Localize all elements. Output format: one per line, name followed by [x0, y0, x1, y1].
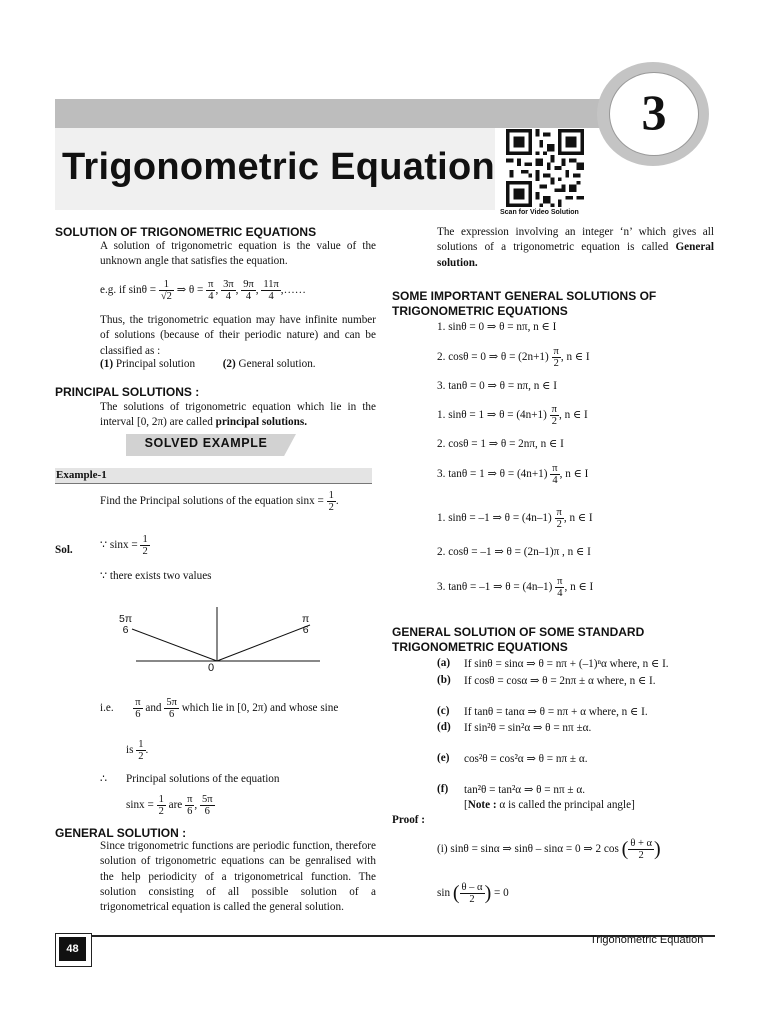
std-label: (a) [437, 657, 451, 669]
therefore-text: Principal solutions of the equation [126, 773, 280, 785]
intro-term: General solution. [437, 241, 714, 269]
solution-label: Sol. [55, 544, 73, 556]
gs-tail: , n ∈ I [563, 512, 593, 525]
fraction: $\frac{1}{2}$ [158, 794, 164, 817]
fraction: $\frac{1}{2}$ [328, 490, 334, 513]
general-solution-definition [437, 225, 714, 271]
final-answer: sinx = $\frac{1}{2}$ are $\frac{\pi}{6}$ , $\frac{5\pi}{6}$ [126, 794, 213, 817]
general-solution-para: Since trigonometric functions are periodic function, therefore solution of trigonometric equations can be genralised with the help periodicity of a trigonometrical function. The solution consisting of all possible solution of a trigonometrical equation is called the general solution. [100, 840, 376, 914]
eg-tail: ,…… [280, 284, 306, 297]
ray-pi-6 [217, 625, 310, 661]
general-solution-3: 3. tanθ = 0 ⇒ θ = nπ, n ∈ I [437, 380, 557, 392]
fraction: $\frac{5\pi}{6}$ [201, 794, 213, 817]
standard-text-c: If tanθ = tanα ⇒ θ = nπ + α where, n ∈ I. [464, 706, 648, 718]
title-band [55, 99, 645, 128]
fraction: $\frac{\pi}{2}$ [551, 404, 557, 427]
standard-text-b: If cosθ = cosα ⇒ θ = 2nπ ± α where, n ∈ I. [464, 675, 656, 687]
general-solution-1: 1. sinθ = 0 ⇒ θ = nπ, n ∈ I [437, 321, 557, 333]
standard-text-f: tan²θ = tan²α ⇒ θ = nπ ± α. [464, 784, 586, 796]
final-are: are [168, 799, 183, 812]
fraction: $\frac{9\pi}{4}$ [243, 279, 254, 302]
qr-caption: Scan for Video Solution [500, 209, 579, 216]
proof-text: (i) sinθ = sinα ⇒ sinθ – sinα = 0 ⇒ 2 cos [437, 843, 619, 856]
ie-is: is [126, 744, 134, 757]
solution-definition: A solution of trigonometric equation is the value of the unknown angle that satisfies the equation. [100, 240, 376, 268]
example-label: Example-1 [56, 469, 107, 481]
standard-item-c [437, 705, 449, 717]
class-2-number: (2) [222, 358, 236, 370]
section-heading-important: SOME IMPORTANT GENERAL SOLUTIONS OF TRIGONOMETRIC EQUATIONS [392, 289, 657, 318]
gs-tail: , n ∈ I [564, 581, 594, 594]
principal-text: The solutions of trigonometric equation which lie in the interval [0, 2π) are called [100, 401, 376, 429]
gs-tail: , n ∈ I [558, 409, 588, 422]
general-solution-2 [437, 346, 590, 369]
final-prefix: sinx = [126, 799, 154, 812]
fraction: $\frac{\pi}{4}$ [557, 576, 563, 599]
gs-text: 2. cosθ = 0 ⇒ θ = (2n+1) [437, 351, 549, 364]
std-label: (d) [437, 721, 451, 733]
graph-origin: 0 [208, 662, 215, 674]
example-question: Find the Principal solutions of the equation sinx = $\frac{1}{2}$ . [100, 490, 339, 513]
std-label: (e) [437, 752, 450, 764]
fraction: $\frac{\theta - \alpha}{2}$ [461, 882, 483, 905]
fraction: $\frac{\theta + \alpha}{2}$ [630, 838, 653, 861]
proof-line-1: (i) sinθ = sinα ⇒ sinθ – sinα = 0 ⇒ 2 cos ( $\frac{\theta + \alpha}{2}$ ) [437, 838, 661, 861]
qr-code[interactable] [503, 129, 587, 207]
general-solution-4 [437, 404, 588, 427]
general-solution-8: 2. cosθ = –1 ⇒ θ = (2n–1)π , n ∈ I [437, 546, 591, 558]
ie-tail: which lie in [0, 2π) and whose sine [181, 702, 339, 715]
std-label: (b) [437, 674, 451, 686]
gs-text: 3. tanθ = 1 ⇒ θ = (4n+1) [437, 468, 548, 481]
general-solution-7 [437, 507, 593, 530]
solution-line-2: ∵ there exists two values [100, 570, 212, 582]
example-equation: e.g. if sinθ = $\frac{1}{√2}$ ⇒ θ = $\frac{\pi}{4}$ , $\frac{3\pi}{4}$ , $\frac{9\pi}{4}$ , $\frac{11\pi}{4}$ ,…… [100, 279, 306, 302]
section-heading-solution: SOLUTION OF TRIGONOMETRIC EQUATIONS [55, 225, 317, 239]
principal-angle-note [464, 799, 635, 811]
standard-item-f [437, 783, 448, 795]
std-label: (f) [437, 783, 449, 795]
eg-arrow: ⇒ θ = [176, 284, 204, 297]
graph-label-pi-6: π 6 [302, 613, 310, 636]
solution-line-1 [100, 534, 150, 557]
section-heading-standard: GENERAL SOLUTION OF SOME STANDARD TRIGONOMETRIC EQUATIONS [392, 625, 645, 654]
classification-para: Thus, the trigonometric equation may have infinite number of solutions (because of their periodic nature) and can be classified as : [100, 314, 376, 357]
gs-text: 3. tanθ = –1 ⇒ θ = (4n–1) [437, 581, 553, 594]
std-label: (c) [437, 705, 450, 717]
note-label: Note : [467, 799, 500, 811]
chapter-title: Trigonometric Equation [62, 146, 496, 188]
standard-text-e: cos²θ = cos²α ⇒ θ = nπ ± α. [464, 753, 588, 765]
standard-item-e [437, 752, 449, 764]
fraction: $\frac{\pi}{2}$ [556, 507, 562, 530]
fraction: $\frac{3\pi}{4}$ [223, 279, 234, 302]
solved-example-label: SOLVED EXAMPLE [144, 436, 268, 450]
page-number: 48 [59, 937, 86, 961]
note-bracket: [ [464, 799, 468, 811]
general-solution-6 [437, 463, 588, 486]
proof-line-2: sin ( $\frac{\theta - \alpha}{2}$ ) = 0 [437, 882, 509, 905]
therefore-symbol: ∴ [100, 773, 108, 785]
section-heading-general: GENERAL SOLUTION : [55, 826, 187, 840]
ray-5pi-6 [132, 629, 217, 661]
class-2-text: General solution. [238, 358, 316, 370]
fraction: $\frac{\pi}{6}$ [187, 794, 193, 817]
fraction: $\frac{1}{2}$ [142, 534, 148, 557]
fraction: $\frac{\pi}{2}$ [553, 346, 559, 369]
question-text: Find the Principal solutions of the equation sinx = [100, 495, 324, 508]
chapter-number: 3 [609, 72, 699, 156]
graph-label-5pi-6: 5π 6 [119, 613, 133, 636]
fraction: $\frac{\pi}{4}$ [552, 463, 558, 486]
sol-line-text: ∵ sinx = [100, 539, 138, 552]
running-title: Trigonometric Equation [590, 934, 704, 946]
principal-definition [100, 400, 376, 431]
general-solution-9 [437, 576, 593, 599]
section-heading-principal: PRINCIPAL SOLUTIONS : [55, 385, 200, 399]
gs-text: 1. sinθ = 1 ⇒ θ = (4n+1) [437, 409, 547, 422]
fraction: $\frac{1}{√2}$ [160, 279, 172, 302]
eg-prefix: e.g. if sinθ = [100, 284, 157, 297]
fraction: $\frac{\pi}{6}$ [135, 697, 141, 720]
gs-tail: , n ∈ I [559, 468, 589, 481]
gs-tail: , n ∈ I [560, 351, 590, 364]
fraction: $\frac{\pi}{4}$ [208, 279, 214, 302]
ie-is-line: is $\frac{1}{2}$ . [126, 739, 149, 762]
standard-item-a [437, 657, 450, 669]
standard-item-d [437, 721, 451, 733]
fraction: $\frac{11\pi}{4}$ [263, 279, 279, 302]
fraction: $\frac{1}{2}$ [138, 739, 144, 762]
note-text: α is called the principal angle] [499, 799, 635, 811]
intro-text: The expression involving an integer ‘n’ which gives all solutions of a trigonometric equation is called [437, 226, 714, 254]
proof-label: Proof : [392, 814, 426, 826]
classification-list [100, 357, 316, 372]
ie-line [100, 697, 338, 720]
principal-term: principal solutions. [215, 416, 307, 429]
standard-item-b [437, 674, 451, 686]
sine-graph [130, 605, 320, 685]
fraction: $\frac{5\pi}{6}$ [166, 697, 177, 720]
proof-eq0: = 0 [494, 887, 509, 900]
ie-prefix: i.e. [100, 702, 114, 715]
class-1-number: (1) [100, 358, 114, 370]
class-1-text: Principal solution [115, 358, 196, 370]
general-solution-5: 2. cosθ = 1 ⇒ θ = 2nπ, n ∈ I [437, 438, 564, 450]
standard-text-d: If sin²θ = sin²α ⇒ θ = nπ ±α. [464, 722, 592, 734]
ie-and: and [145, 702, 162, 715]
gs-text: 1. sinθ = –1 ⇒ θ = (4n–1) [437, 512, 552, 525]
proof-sin: sin [437, 887, 451, 900]
standard-text-a: If sinθ = sinα ⇒ θ = nπ + (–1)ⁿα where, n ∈ I. [464, 658, 669, 670]
